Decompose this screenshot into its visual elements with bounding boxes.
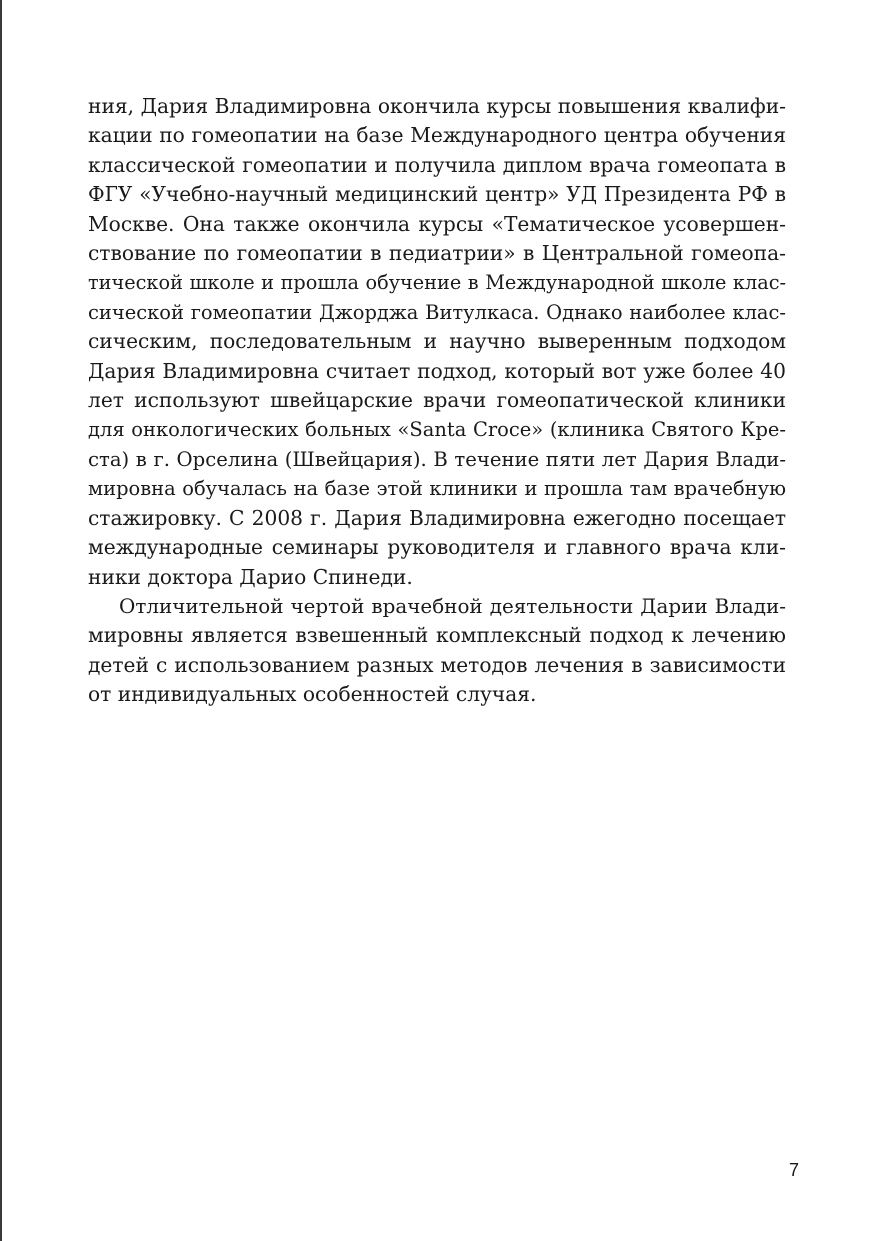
text-line: ники доктора Дарио Спинеди.	[88, 564, 413, 589]
text-line: ния, Дария Владимировна окончила курсы повышения квалифи-	[88, 94, 786, 118]
text-line: сической гомеопатии Джорджа Витулкаса. Однако наиболее клас-	[88, 300, 786, 324]
text-line: мировна обучалась на базе этой клиники и прошла там врачебную	[88, 477, 786, 501]
text-line: классической гомеопатии и получила диплом врача гомеопата в	[88, 152, 786, 177]
text-line: лет используют швейцарские врачи гомеопатической клиники	[88, 388, 786, 413]
text-line: ФГУ «Учебно-научный медицинский центр» УД Президента РФ в	[88, 182, 786, 207]
text-line: ста) в г. Орселина (Швейцария). В течение пяти лет Дария Влади-	[88, 447, 786, 471]
page-number: 7	[788, 1160, 799, 1180]
body-text	[88, 92, 786, 710]
page-edge-rule	[0, 0, 2, 1241]
text-line: от индивидуальных особенностей случая.	[88, 682, 537, 707]
text-line: международные семинары руководителя и главного врача кли-	[88, 535, 786, 560]
text-line: стажировку. С 2008 г. Дария Владимировна ежегодно посещает	[88, 505, 786, 530]
text-line: мировны является взвешенный комплексный подход к лечению	[88, 623, 786, 648]
text-line: кации по гомеопатии на базе Международного центра обучения	[88, 123, 786, 148]
text-line: Москве. Она также окончила курсы «Тематическое усовершен-	[88, 211, 786, 236]
text-line: для онкологических больных «Santa Croce» (клиника Святого Кре-	[88, 418, 786, 442]
text-line: детей с использованием разных методов лечения в зависимости	[88, 652, 786, 677]
text-line: Дария Владимировна считает подход, который вот уже более 40	[88, 358, 786, 383]
paragraph-1	[88, 92, 786, 592]
text-line: тической школе и прошла обучение в Международной школе клас-	[88, 271, 786, 295]
text-line: сическим, последовательным и научно выверенным подходом	[88, 329, 786, 354]
text-line: ствование по гомеопатии в педиатрии» в Центральной гомеопа-	[88, 241, 786, 266]
text-line: Отличительной чертой врачебной деятельности Дарии Влади-	[119, 594, 786, 618]
paragraph-2	[88, 592, 786, 710]
